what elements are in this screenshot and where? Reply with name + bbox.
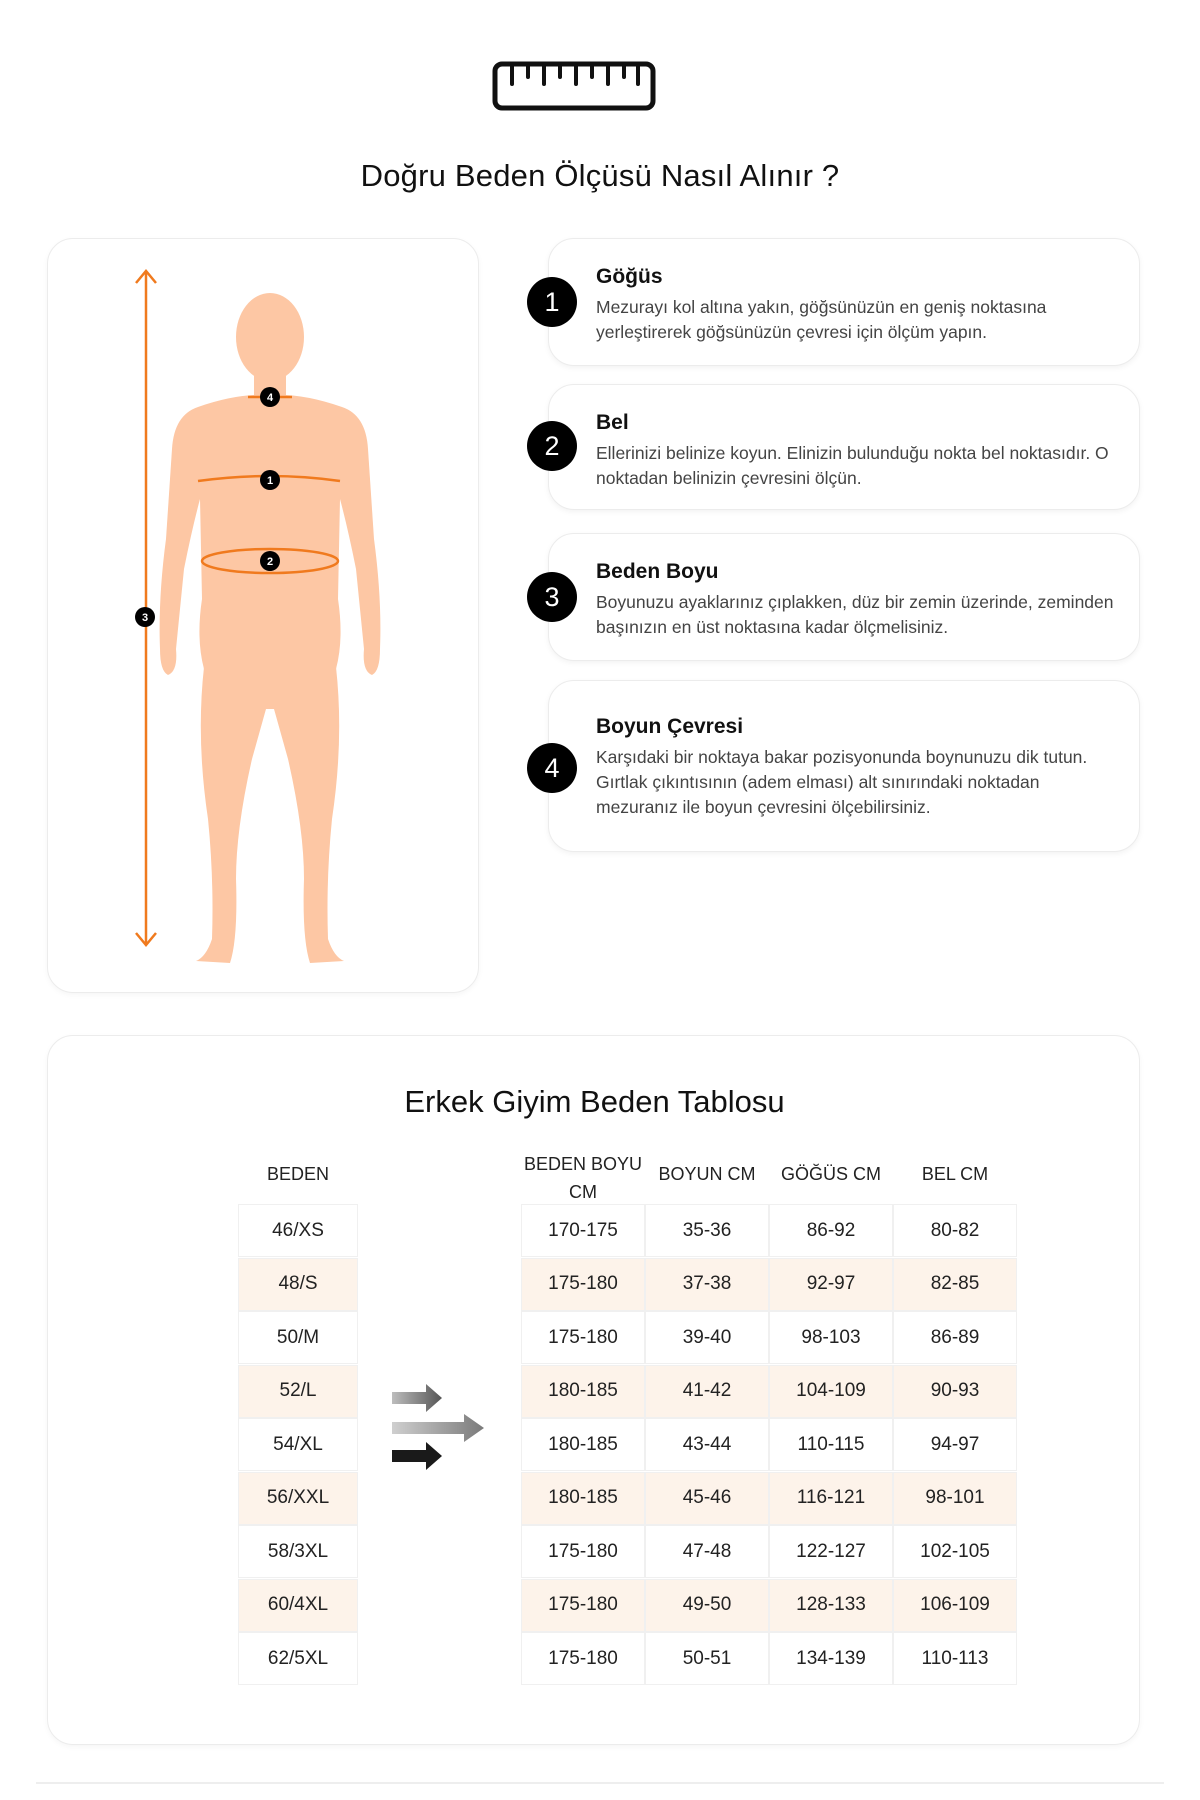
header-size: BEDEN [266,1164,329,1184]
step-number-badge: 1 [527,277,577,327]
step-description: Mezurayı kol altına yakın, göğsünüzün en geniş noktasına yerleştirerek göğsünüzün çevresi için ölçüm yapın. [596,297,1047,342]
marker-waist: 2 [266,556,274,568]
cell-height: 180-185 [521,1472,645,1525]
cell-height: 180-185 [521,1418,645,1471]
page-title: Doğru Beden Ölçüsü Nasıl Alınır ? [360,158,840,193]
cell-neck: 45-46 [645,1472,769,1525]
cell-size: 50/M [238,1311,358,1364]
header-waist: BEL CM [921,1164,989,1184]
table-title: Erkek Giyim Beden Tablosu [404,1084,785,1119]
cell-neck: 41-42 [645,1365,769,1418]
cell-neck: 39-40 [645,1311,769,1364]
step-number-badge: 4 [527,743,577,793]
step-card-chest [544,238,1140,366]
step-title: Boyun Çevresi [596,715,744,738]
cell-height: 180-185 [521,1365,645,1418]
cell-chest: 122-127 [769,1525,893,1578]
cell-waist: 90-93 [893,1365,1017,1418]
cell-size: 60/4XL [238,1579,358,1632]
step-card-neck [544,680,1140,852]
cell-size: 46/XS [238,1204,358,1257]
cell-neck: 37-38 [645,1258,769,1311]
cell-height: 175-180 [521,1311,645,1364]
bottom-divider [36,1782,1164,1784]
body-silhouette-icon [48,239,480,994]
header-height: BEDEN BOYU CM [523,1154,643,1202]
header-chest: GÖĞÜS CM [780,1164,881,1184]
step-description: Karşıdaki bir noktaya bakar pozisyonunda boynunuzu dik tutun. Gırtlak çıkıntısının (adem elması) alt sınırındaki noktadan mezuranız ile boyun çevresini ölçebilirsiniz. [596,747,1088,817]
cell-size: 52/L [238,1365,358,1418]
cell-size: 62/5XL [238,1632,358,1685]
cell-waist: 106-109 [893,1579,1017,1632]
cell-height: 175-180 [521,1632,645,1685]
cell-neck: 47-48 [645,1525,769,1578]
step-description: Boyunuzu ayaklarınız çıplakken, düz bir zemin üzerinde, zeminden başınızın en üst noktasına kadar ölçmelisiniz. [596,592,1114,637]
cell-waist: 94-97 [893,1418,1017,1471]
step-number-badge: 2 [527,421,577,471]
cell-size: 58/3XL [238,1525,358,1578]
cell-height: 175-180 [521,1525,645,1578]
cell-chest: 92-97 [769,1258,893,1311]
cell-height: 175-180 [521,1579,645,1632]
cell-chest: 98-103 [769,1311,893,1364]
cell-waist: 86-89 [893,1311,1017,1364]
cell-size: 54/XL [238,1418,358,1471]
step-title: Bel [596,411,629,434]
double-arrow-right-icon [390,1382,488,1474]
step-card-height [544,533,1140,661]
cell-size: 56/XXL [238,1472,358,1525]
cell-waist: 102-105 [893,1525,1017,1578]
marker-neck: 4 [266,392,274,404]
cell-neck: 49-50 [645,1579,769,1632]
cell-chest: 134-139 [769,1632,893,1685]
step-number-badge: 3 [527,572,577,622]
step-title: Beden Boyu [596,560,719,583]
header-neck: BOYUN CM [658,1164,756,1184]
step-card-waist [544,384,1140,510]
body-figure-card [47,238,479,993]
cell-chest: 116-121 [769,1472,893,1525]
cell-neck: 35-36 [645,1204,769,1257]
cell-size: 48/S [238,1258,358,1311]
step-title: Göğüs [596,265,663,288]
cell-neck: 50-51 [645,1632,769,1685]
ruler-icon [492,60,656,112]
step-description: Ellerinizi belinize koyun. Elinizin bulunduğu nokta bel noktasıdır. O noktadan belinizin çevresini ölçün. [596,443,1109,488]
cell-chest: 110-115 [769,1418,893,1471]
cell-waist: 98-101 [893,1472,1017,1525]
cell-height: 175-180 [521,1258,645,1311]
cell-neck: 43-44 [645,1418,769,1471]
cell-chest: 86-92 [769,1204,893,1257]
cell-waist: 82-85 [893,1258,1017,1311]
marker-height: 3 [141,612,149,624]
marker-chest: 1 [266,475,274,487]
cell-chest: 104-109 [769,1365,893,1418]
cell-waist: 80-82 [893,1204,1017,1257]
cell-waist: 110-113 [893,1632,1017,1685]
cell-chest: 128-133 [769,1579,893,1632]
cell-height: 170-175 [521,1204,645,1257]
